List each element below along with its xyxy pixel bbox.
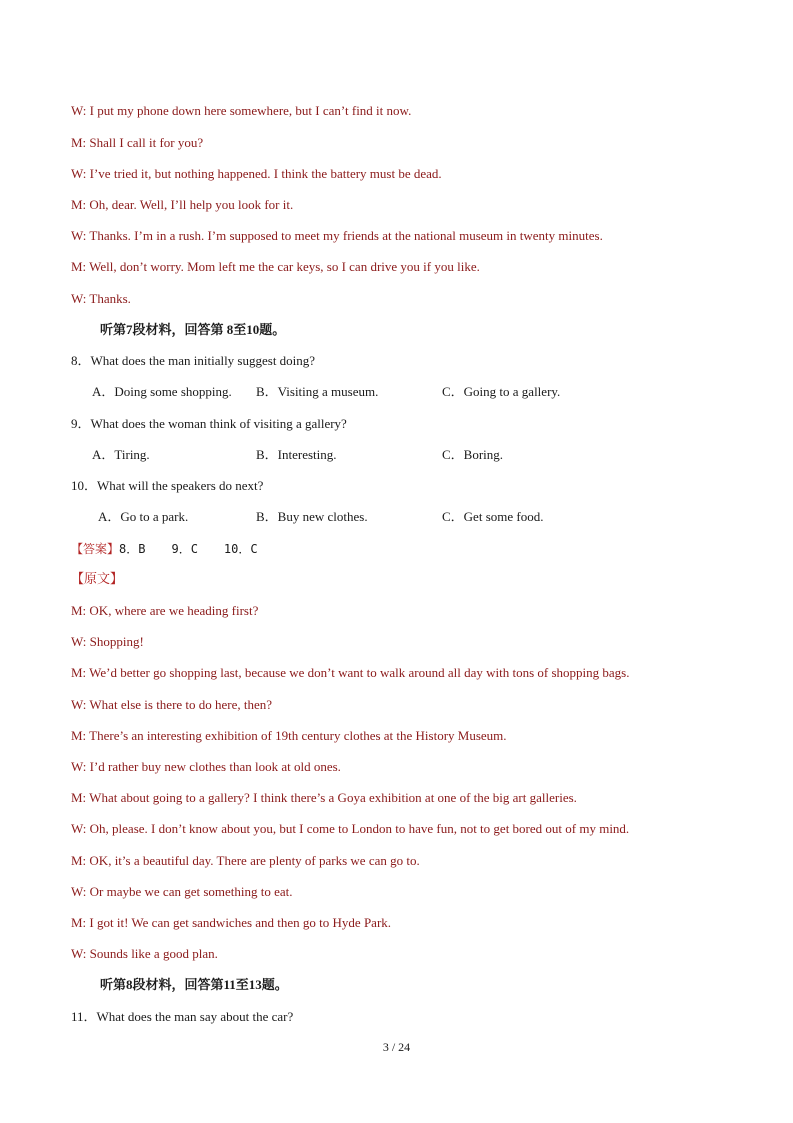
- answer-option: B．Interesting.: [256, 447, 337, 462]
- transcript-label: 【原文】: [71, 571, 124, 586]
- dialogue-line: W: Thanks.: [71, 291, 131, 306]
- page-number: 3 / 24: [382, 1040, 411, 1054]
- answer-value: 9．C: [171, 542, 198, 556]
- question-text: 10．What will the speakers do next?: [71, 478, 264, 493]
- question-text: 9．What does the woman think of visiting a gallery?: [71, 416, 347, 431]
- dialogue-line: M: OK, it’s a beautiful day. There are plenty of parks we can go to.: [71, 853, 420, 868]
- dialogue-line: M: OK, where are we heading first?: [71, 603, 259, 618]
- dialogue-line: W: Or maybe we can get something to eat.: [71, 884, 293, 899]
- answer-value: 8．B: [119, 542, 146, 556]
- dialogue-line: W: I’ve tried it, but nothing happened. I think the battery must be dead.: [71, 166, 442, 181]
- answer-option: C．Going to a gallery.: [442, 384, 561, 399]
- dialogue-line: M: Oh, dear. Well, I’ll help you look for it.: [71, 197, 294, 212]
- answer-option: A．Doing some shopping.: [92, 384, 232, 399]
- dialogue-line: W: I put my phone down here somewhere, but I can’t find it now.: [71, 103, 412, 118]
- answer-option: A．Tiring.: [92, 447, 150, 462]
- dialogue-line: M: Well, don’t worry. Mom left me the car keys, so I can drive you if you like.: [71, 259, 480, 274]
- answer-option: C．Get some food.: [442, 509, 544, 524]
- question-text: 8．What does the man initially suggest doing?: [71, 353, 316, 368]
- dialogue-line: W: I’d rather buy new clothes than look at old ones.: [71, 759, 341, 774]
- dialogue-line: M: Shall I call it for you?: [71, 135, 204, 150]
- dialogue-line: M: We’d better go shopping last, because we don’t want to walk around all day with tons of shopping bags.: [71, 665, 630, 680]
- answer-option: B．Visiting a museum.: [256, 384, 379, 399]
- answer-value: 10．C: [223, 542, 258, 556]
- dialogue-line: W: Shopping!: [71, 634, 144, 649]
- section-heading: 听第8段材料，回答第11至13题。: [100, 977, 288, 992]
- section-heading: 听第7段材料，回答第 8至10题。: [100, 322, 286, 337]
- dialogue-line: M: I got it! We can get sandwiches and then go to Hyde Park.: [71, 915, 392, 930]
- dialogue-line: W: Thanks. I’m in a rush. I’m supposed to meet my friends at the national museum in twenty minutes.: [71, 228, 603, 243]
- dialogue-line: W: Sounds like a good plan.: [71, 946, 218, 961]
- dialogue-line: M: What about going to a gallery? I think there’s a Goya exhibition at one of the big art galleries.: [71, 790, 577, 805]
- question-text: 11．What does the man say about the car?: [71, 1009, 294, 1024]
- answer-option: B．Buy new clothes.: [256, 509, 368, 524]
- dialogue-line: M: There’s an interesting exhibition of 19th century clothes at the History Museum.: [71, 728, 507, 743]
- answer-option: C．Boring.: [442, 447, 504, 462]
- answer-option: A．Go to a park.: [98, 509, 189, 524]
- dialogue-line: W: What else is there to do here, then?: [71, 697, 273, 712]
- dialogue-line: W: Oh, please. I don’t know about you, but I come to London to have fun, not to get bored out of my mind.: [71, 821, 630, 836]
- answer-key: [71, 541, 258, 557]
- answer-label: 【答案】: [71, 542, 120, 556]
